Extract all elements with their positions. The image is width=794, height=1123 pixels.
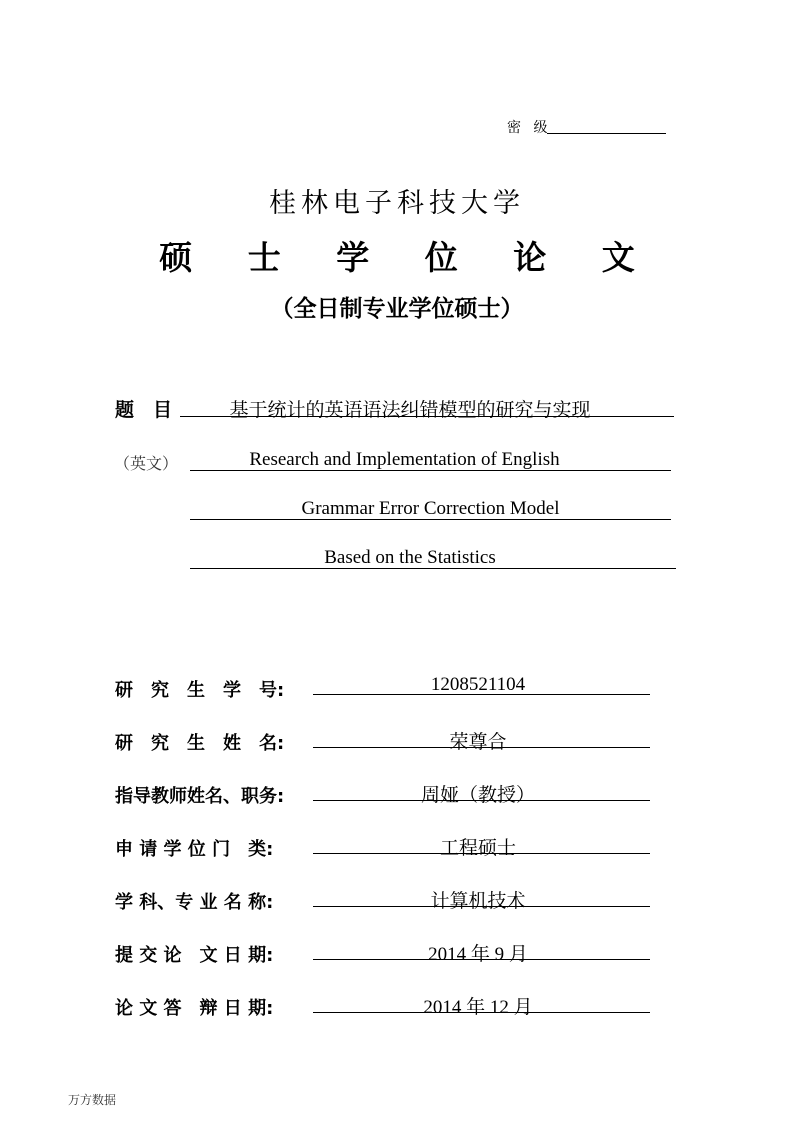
secret-level-field: [547, 116, 666, 134]
degree-type: （全日制专业学位硕士）: [270, 296, 524, 322]
advisor-label: 指导教师姓名、职务:: [115, 786, 285, 807]
watermark-text: 万方数据: [68, 1093, 117, 1107]
degree-category-value: 工程硕士: [439, 838, 516, 859]
title-chinese: 基于统计的英语语法纠错模型的研究与实现: [229, 399, 591, 421]
submission-date-label: 提 交 论 文 日 期:: [115, 945, 274, 966]
degree-title: 硕 士 学 位 论 文: [159, 238, 657, 277]
submission-date-value: 2014 年 9 月: [428, 944, 528, 965]
english-title-label: （英文）: [114, 454, 179, 473]
title-english-line-1: Research and Implementation of English: [249, 449, 560, 470]
degree-category-label: 申 请 学 位 门 类:: [115, 839, 274, 860]
title-label: 题 目: [115, 399, 173, 421]
defense-date-value: 2014 年 12 月: [423, 997, 533, 1018]
defense-date-label: 论 文 答 辩 日 期:: [115, 998, 274, 1019]
advisor-value: 周娅（教授）: [420, 785, 535, 806]
major-label: 学 科、专 业 名 称:: [115, 892, 274, 913]
secret-level-label: 密 级: [507, 120, 552, 136]
university-name: 桂林电子科技大学: [269, 188, 525, 219]
student-name-label: 研 究 生 姓 名:: [115, 733, 285, 754]
major-value: 计算机技术: [430, 891, 526, 912]
student-name-value: 荣尊合: [449, 732, 507, 753]
title-english-line-3: Based on the Statistics: [324, 547, 496, 568]
title-english-line-2: Grammar Error Correction Model: [301, 498, 560, 519]
student-id-value: 1208521104: [430, 674, 526, 695]
student-id-label: 研 究 生 学 号:: [115, 680, 285, 701]
